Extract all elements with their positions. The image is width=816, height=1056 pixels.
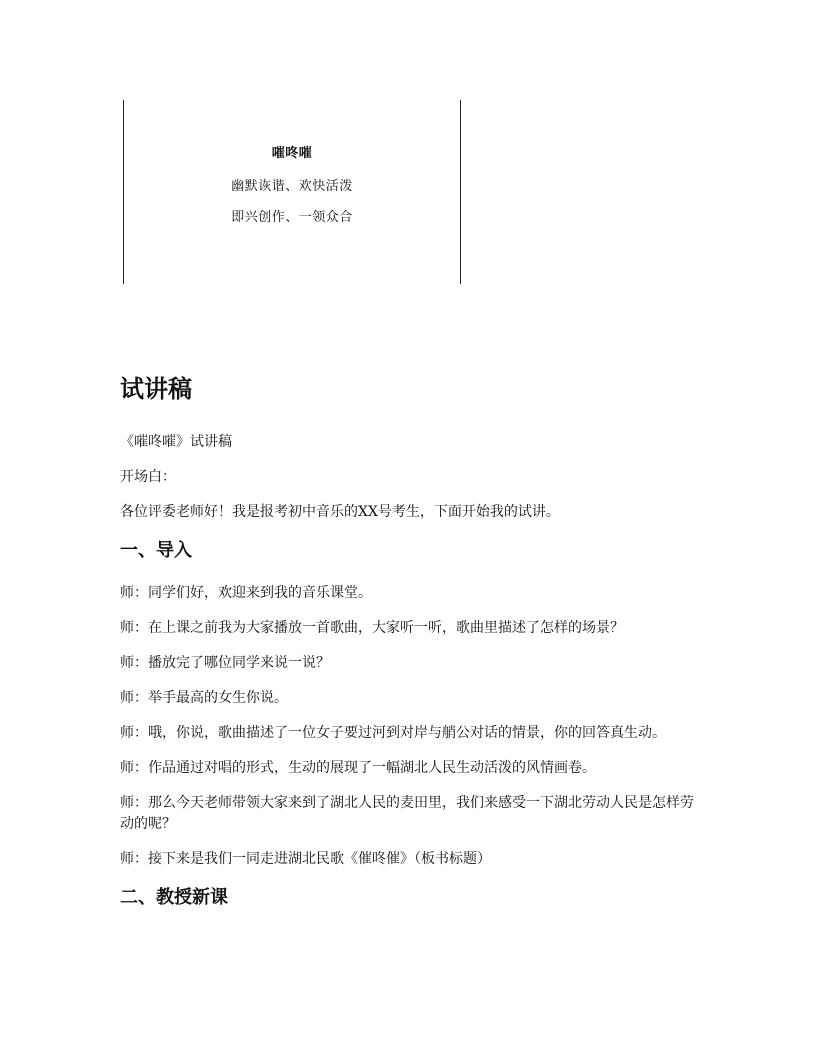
opening-text: 各位评委老师好！我是报考初中音乐的XX号考生，下面开始我的试讲。: [120, 504, 560, 520]
document-title: 试讲稿: [120, 375, 192, 403]
board-line-2: 即兴创作、一领众合: [231, 210, 353, 225]
section-heading-new-lesson: 二、教授新课: [120, 887, 228, 908]
dialogue-line: 师：同学们好，欢迎来到我的音乐课堂。: [120, 585, 372, 601]
dialogue-line: 师：举手最高的女生你说。: [120, 690, 288, 706]
opening-label: 开场白：: [120, 469, 176, 485]
dialogue-line: 师：在上课之前我为大家播放一首歌曲，大家听一听，歌曲里描述了怎样的场景？: [120, 620, 624, 636]
lesson-subtitle: 《嗺咚嗺》试讲稿: [120, 434, 232, 450]
dialogue-line: 师：作品通过对唱的形式，生动的展现了一幅湖北人民生动活泼的风情画卷。: [120, 760, 596, 776]
board-line-1: 幽默诙谐、欢快活泼: [231, 179, 353, 194]
dialogue-line: 师：哦，你说，歌曲描述了一位女子要过河到对岸与艄公对话的情景，你的回答真生动。: [120, 725, 666, 741]
document-body: [120, 370, 700, 930]
dialogue-line: 师：接下来是我们一同走进湖北民歌《催咚催》（板书标题）: [120, 851, 491, 867]
section-heading-intro: 一、导入: [120, 540, 192, 561]
board-title: 嗺咚嗺: [271, 146, 313, 161]
dialogue-line: 师：那么今天老师带领大家来到了湖北人民的麦田里，我们来感受一下湖北劳动人民是怎样劳动的呢？: [120, 795, 694, 832]
blackboard-box: [123, 100, 461, 284]
dialogue-line: 师：播放完了哪位同学来说一说？: [120, 655, 330, 671]
